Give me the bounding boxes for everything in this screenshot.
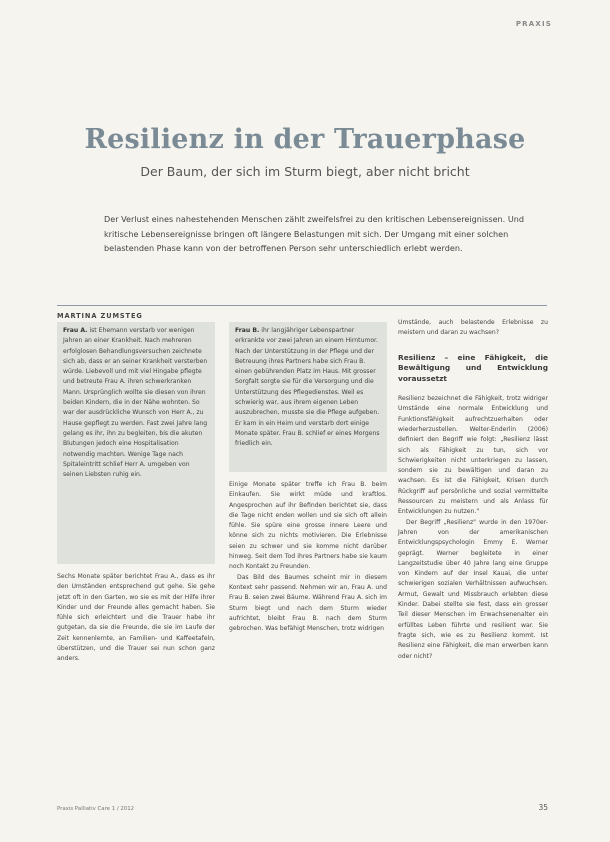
section-label: PRAXIS [515, 20, 552, 28]
column-2-text [229, 480, 387, 634]
col3-paragraph-2: Der Begriff „Resilienz" wurde in den 1970er-Jahren von der amerikanischen Entwicklungspsychologin Emmy E. Werner geprägt. Werner begleitete in einer Langzeitstudie über 40 Jahre lang eine Gruppe von Kindern auf der Insel Kauai, die unter schwierigen sozialen Verhältnissen aufwuchsen. Armut, Gewalt und Missbrauch erlebten diese Kinder. Dabei stellte sie fest, dass ein grosser Teil dieser Menschen im Erwachsenenalter ein erfülltes Leben führte und resilient war. Sie fragte sich, wie es zu Resilienz kommt. Ist Resilienz eine Fähigkeit, die man erwerben kann oder nicht? [398, 518, 548, 660]
column-3-text [398, 318, 548, 662]
col3-heading: Resilienz – eine Fähigkeit, die Bewältigung und Entwicklung voraussetzt [398, 352, 548, 383]
col3-paragraph-1: Resilienz bezeichnet die Fähigkeit, trotz widriger Umstände eine normale Entwicklung und Funktionsfähigkeit aufrechtzuerhalten oder wiederherzustellen. Welter-Enderlin (2006) definiert den Begriff wie folgt: „Resilienz lässt sich als Fähigkeit zu tun, sich vor Schwierigkeiten nicht unterkriegen zu lassen, sondern sie zu bewältigen und daran zu wachsen. Es ist die Fähigkeit, Krisen durch Rückgriff auf persönliche und sozial vermittelte Ressourcen zu meistern und als Anlass für Entwicklungen zu nutzen." [398, 395, 548, 516]
col3-continuation: Umstände, auch belastende Erlebnisse zu meistern und daran zu wachsen? [398, 319, 548, 337]
case-b-label: Frau B. [235, 327, 260, 334]
footer-publication: Praxis Palliativ Care 1 / 2012 [57, 806, 135, 812]
case-a-label: Frau A. [63, 327, 88, 334]
case-a-text: ist Ehemann verstarb vor wenigen Jahren an einer Krankheit. Nach mehreren erfolglosen Behandlungsversuchen zeichnete sich ab, dass er an seiner Krankheit versterben würde. Liebevoll und mit viel Hingabe pflegte und betreute Frau A. ihren schwerkranken Mann. Ursprünglich wollte sie diesen von ihren beiden Kindern, die in der Nähe wohnten. So war der ausdrückliche Wunsch von Herr A., zu Hause gepflegt zu werden. Fast zwei Jahre lang gelang es ihr, ihn zu begleiten, bis die akuten Blutungen jedoch eine Hospitalisation notwendig machten. Wenige Tage nach Spitaleintritt schlief Herr A. umgeben von seinen Liebsten ruhig ein. [63, 327, 208, 479]
col2-paragraph-2: Das Bild des Baumes scheint mir in diesem Kontext sehr passend. Nehmen wir an, Frau A. und Frau B. seien zwei Bäume. Während Frau A. sich im Sturm biegt und nach dem Sturm wieder aufrichtet, bleibt Frau B. nach dem Sturm gebrochen. Was befähigt Menschen, trotz widrigen [229, 573, 387, 633]
lead-paragraph: Der Verlust eines nahestehenden Menschen zählt zweifelsfrei zu den kritischen Lebensereignissen. Und kritische Lebensereignisse bringen oft längere Belastungen mit sich. Der Umgang mit einer solchen belastenden Phase kann von der betroffenen Person sehr unterschiedlich erlebt werden. [104, 214, 525, 253]
author-name: MARTINA ZUMSTEG [57, 312, 143, 320]
article-subtitle: Der Baum, der sich im Sturm biegt, aber nicht bricht [140, 164, 470, 179]
page-number: 35 [538, 803, 548, 812]
case-b-text: ihr langjähriger Lebenspartner erkrankte vor zwei Jahren an einem Hirntumor. Nach der Unterstützung in der Pflege und der Betreuung ihres Partners habe sich Frau B. einen gebührenden Platz im Haus. Mit grosser Sorgfalt sorgte sie für die Versorgung und die Unterstützung des Pflegedienstes. Weil es schwierig war, aus ihrem eigenen Leben auszubrechen, musste sie die Pflege aufgeben. Er kam in ein Heim und verstarb dort einige Monate später. Frau B. schlief er eines Morgens friedlich ein. [235, 327, 380, 448]
author-rule [57, 305, 547, 306]
article-title: Resilienz in der Trauerphase [84, 124, 526, 155]
col2-paragraph-1: Einige Monate später treffe ich Frau B. beim Einkaufen. Sie wirkt müde und kraftlos. Angesprochen auf ihr Befinden berichtet sie, dass die Tage nicht enden wollen und sie sich oft allein fühle. Sie spüre eine grosse innere Leere und könne sich zu nichts motivieren. Die Erlebnisse seien zu schwer und sie komme nicht darüber hinweg. Seit dem Tod ihres Partners habe sie kaum noch Kontakt zu Freunden. [229, 481, 387, 571]
col1-paragraph: Sechs Monate später berichtet Frau A., dass es ihr den Umständen entsprechend gut gehe. Sie gehe jetzt oft in den Garten, wo sie es mit der Hilfe ihrer Kinder und der Freunde alles gemacht haben. Sie fühle sich erleichtert und die Trauer habe ihr gutgetan, da sie die Freunde, die sie im Laufe der Zeit kennenlernte, an Familien- und Kaffeetafeln, überstützen, und die Trauer sei nun schon ganz anders. [57, 573, 215, 663]
case-box-a [57, 322, 215, 564]
column-1-text [57, 572, 215, 665]
case-box-b [229, 322, 387, 472]
